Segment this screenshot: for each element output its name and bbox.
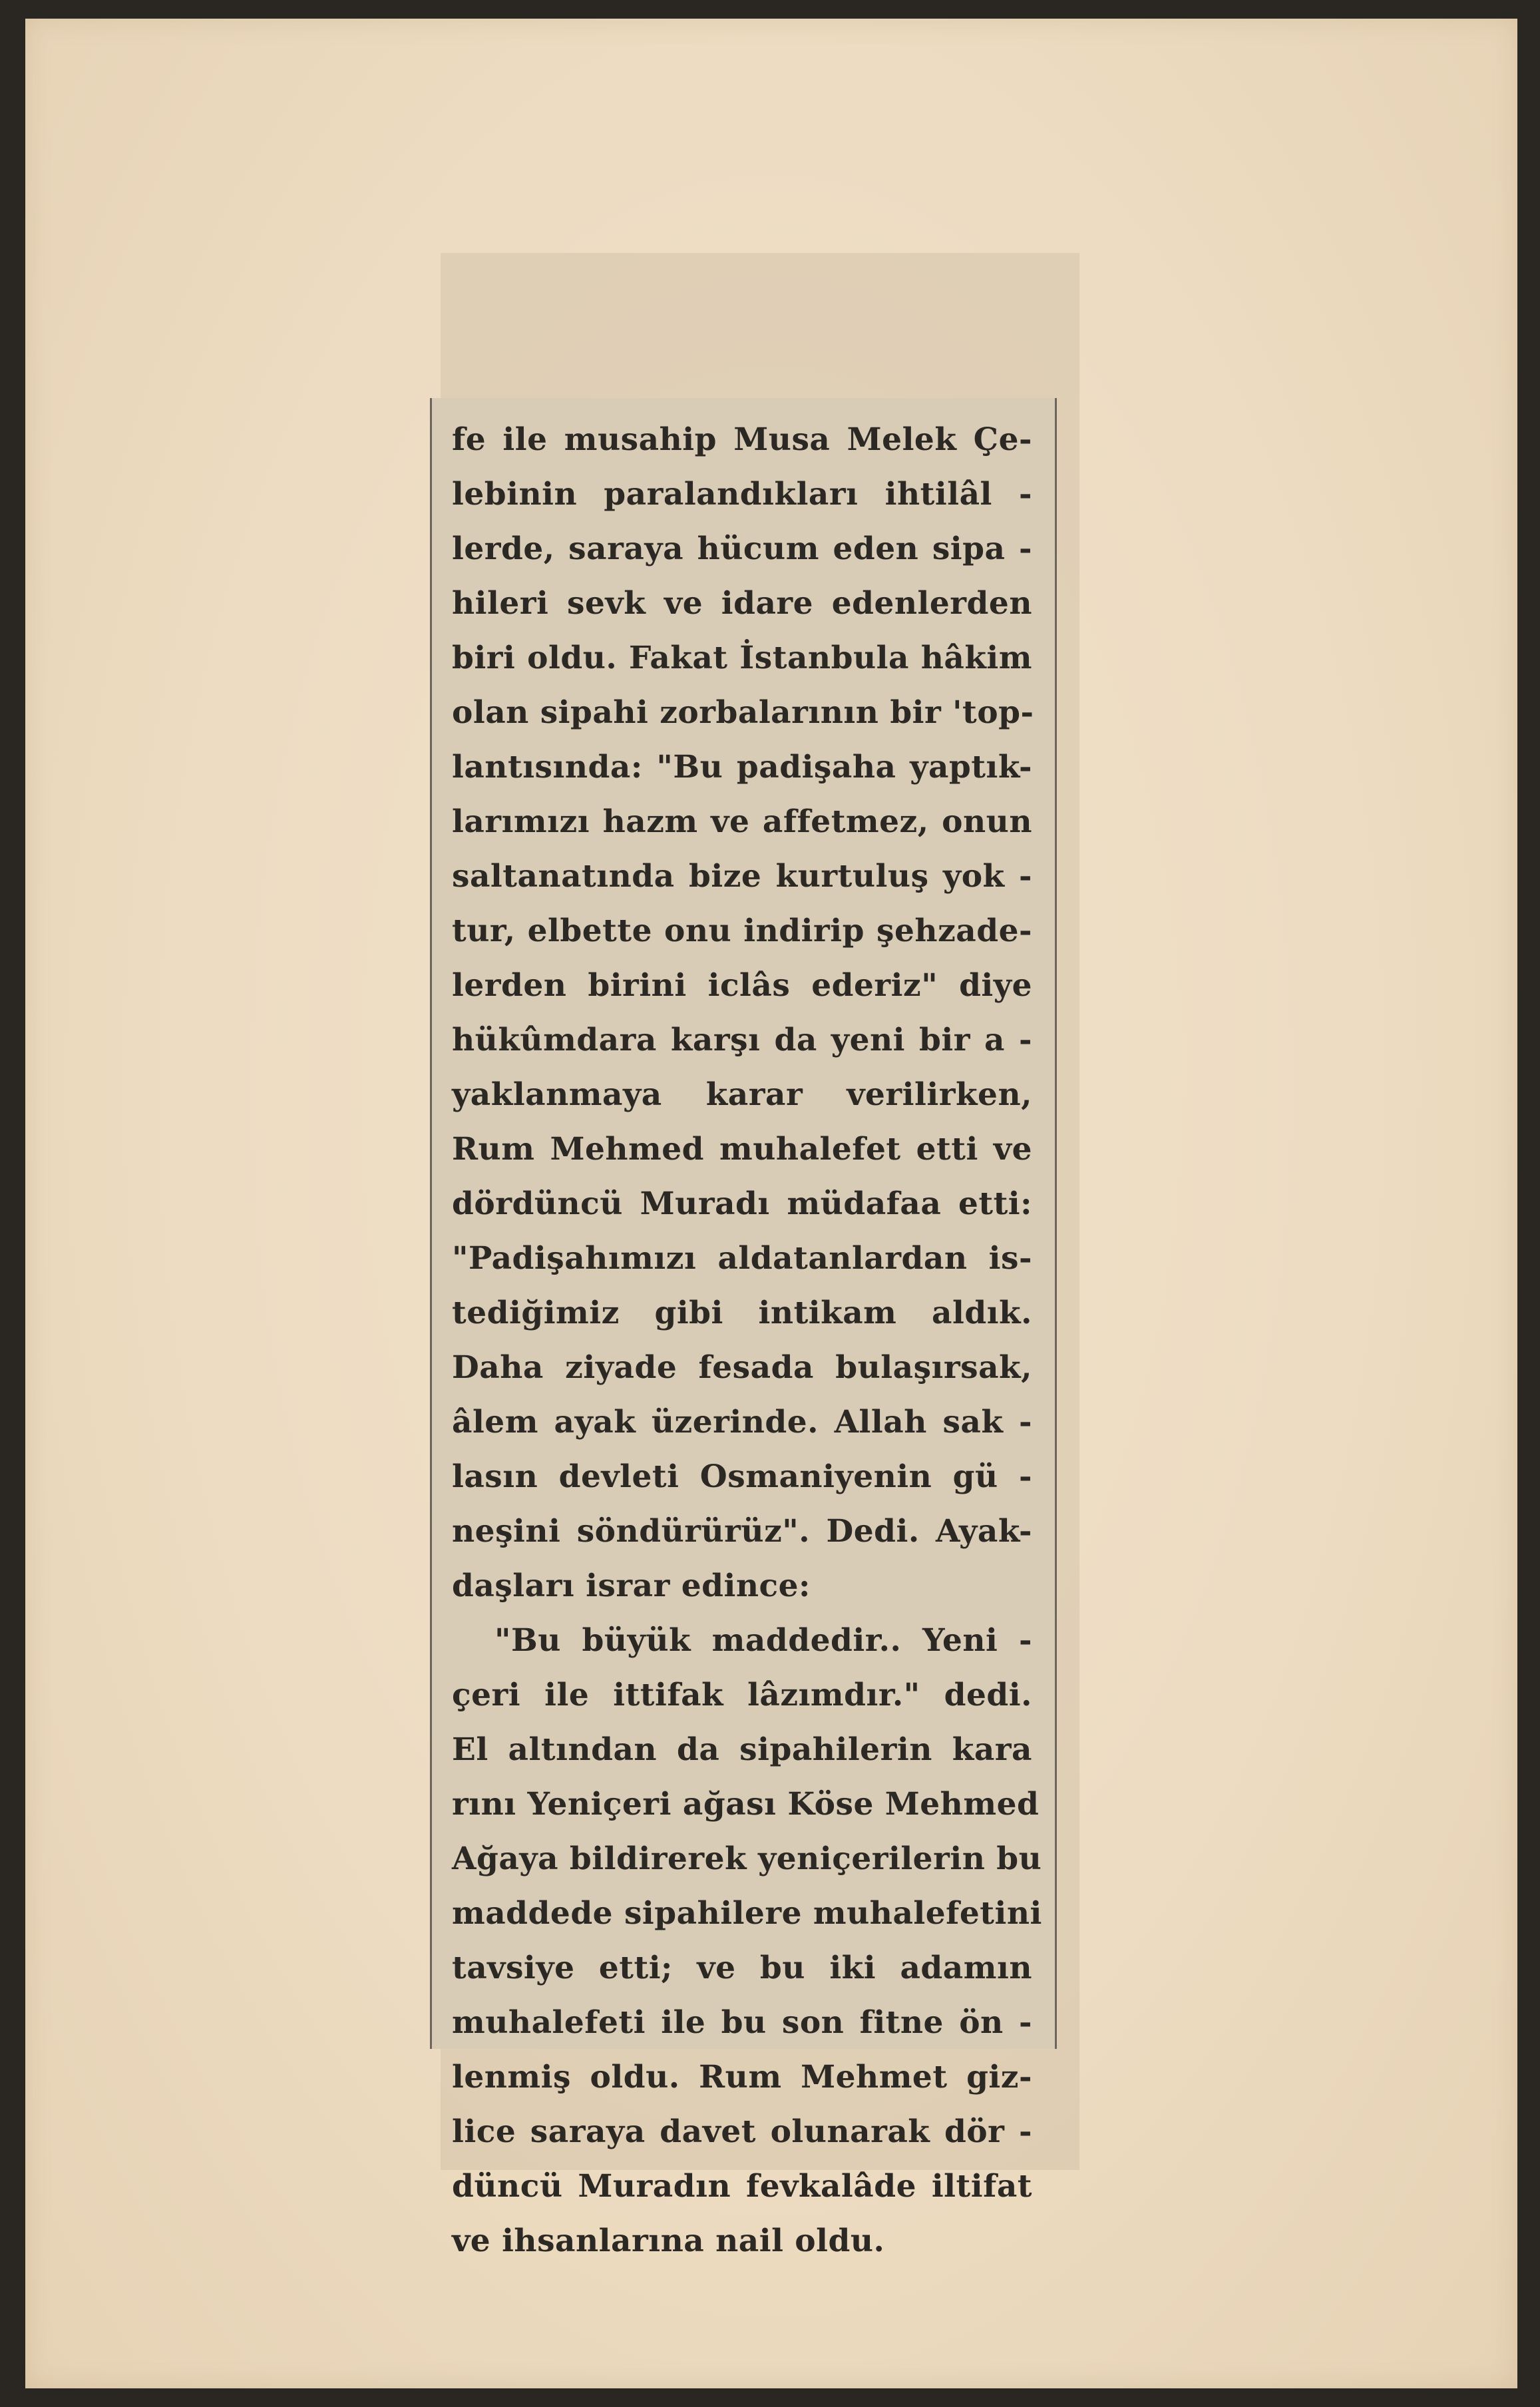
article-line: tavsiye etti; ve bu iki adamın <box>452 1950 1032 1986</box>
article-line: saltanatında bize kurtuluş yok - <box>452 858 1032 895</box>
article-line: yaklanmaya karar verilirken, <box>452 1076 1032 1113</box>
article-line: tediğimiz gibi intikam aldık. <box>452 1295 1032 1331</box>
article-line: rını Yeniçeri ağası Köse Mehmed <box>452 1786 1040 1823</box>
article-line: lebinin paralandıkları ihtilâl - <box>452 476 1032 513</box>
article-line: larımızı hazm ve affetmez, onun <box>452 803 1032 840</box>
article-line: Daha ziyade fesada bulaşırsak, <box>452 1349 1032 1386</box>
article-line: hükûmdara karşı da yeni bir a - <box>452 1022 1032 1058</box>
article-line: Rum Mehmed muhalefet etti ve <box>452 1131 1032 1168</box>
article-line: "Padişahımızı aldatanlardan is- <box>452 1240 1032 1277</box>
article-line: âlem ayak üzerinde. Allah sak - <box>452 1404 1032 1440</box>
article-line: biri oldu. Fakat İstanbula hâkim <box>452 640 1032 676</box>
article-line: dördüncü Muradı müdafaa etti: <box>452 1186 1032 1222</box>
article-line: lantısında: "Bu padişaha yaptık- <box>452 749 1032 785</box>
article-line: düncü Muradın fevkalâde iltifat <box>452 2168 1032 2205</box>
article-line: El altından da sipahilerin kara <box>452 1731 1032 1768</box>
article-line: fe ile musahip Musa Melek Çe- <box>452 421 1032 458</box>
article-line: daşları israr edince: <box>452 1568 811 1604</box>
article-line: lerde, saraya hücum eden sipa - <box>452 531 1032 567</box>
article-line: tur, elbette onu indirip şehzade- <box>452 913 1032 949</box>
article-line: lice saraya davet olunarak dör - <box>452 2113 1032 2150</box>
article-line: maddede sipahilere muhalefetini <box>452 1895 1042 1932</box>
article-line: çeri ile ittifak lâzımdır." dedi. <box>452 1677 1032 1713</box>
article-line: ve ihsanlarına nail oldu. <box>452 2223 885 2259</box>
article-line: neşini söndürürüz". Dedi. Ayak- <box>452 1513 1032 1550</box>
article-line: muhalefeti ile bu son fitne ön - <box>452 2004 1032 2041</box>
article-line: lasın devleti Osmaniyenin gü - <box>452 1458 1032 1495</box>
article-line: lenmiş oldu. Rum Mehmet giz- <box>452 2059 1032 2095</box>
article-line: lerden birini iclâs ederiz" diye <box>452 967 1032 1004</box>
article-line: Ağaya bildirerek yeniçerilerin bu <box>452 1841 1042 1877</box>
article-line: hileri sevk ve idare edenlerden <box>452 585 1032 622</box>
newspaper-clipping <box>430 398 1057 2259</box>
article-line: "Bu büyük maddedir.. Yeni - <box>494 1622 1032 1659</box>
article-line: olan sipahi zorbalarının bir 'top- <box>452 694 1034 731</box>
